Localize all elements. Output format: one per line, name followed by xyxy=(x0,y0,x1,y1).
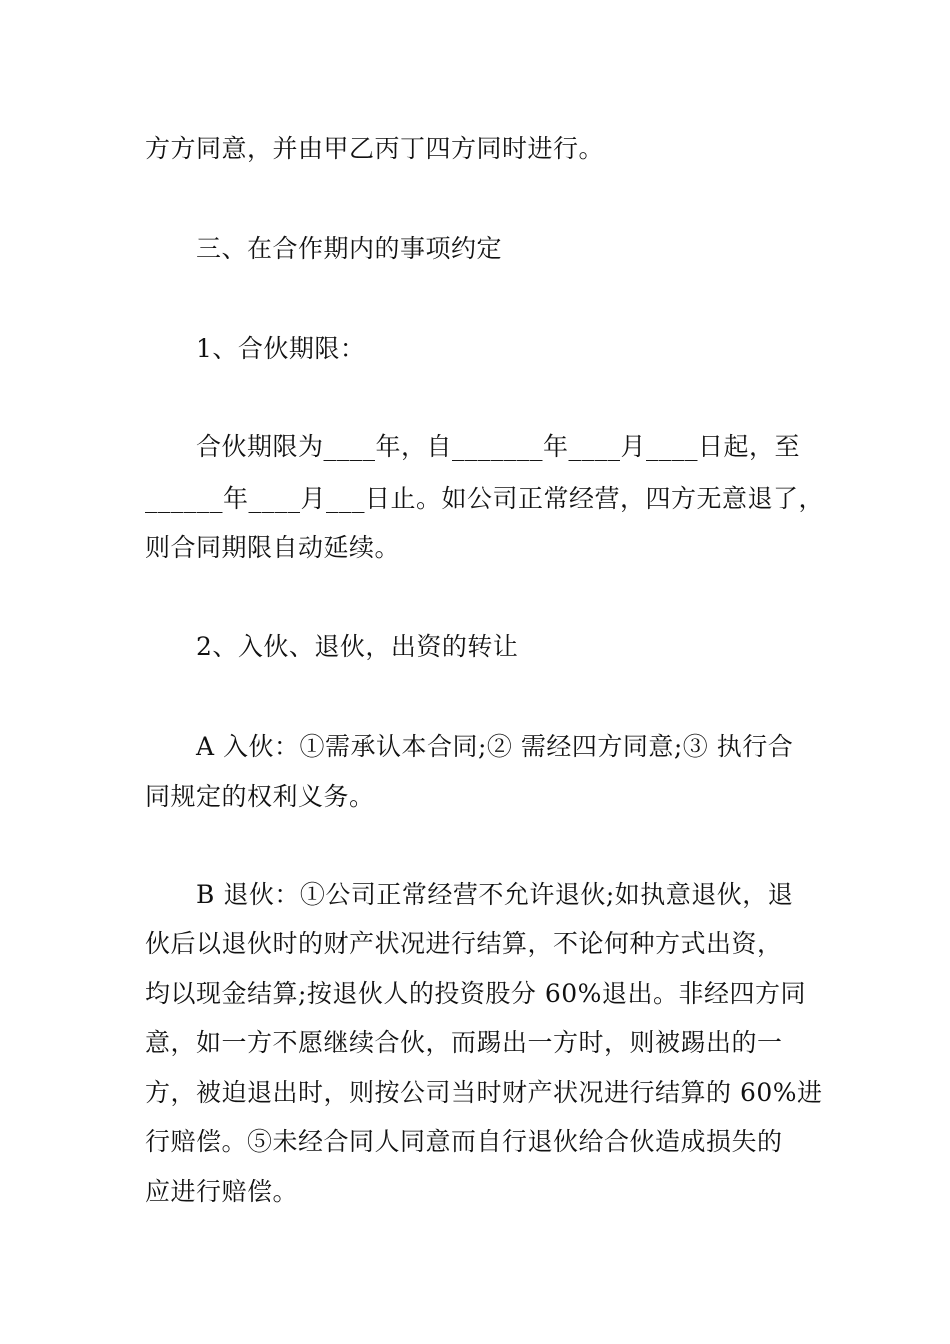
paragraph-line: 同规定的权利义务。 xyxy=(145,782,375,811)
paragraph-line: 伙后以退伙时的财产状况进行结算，不论何种方式出资， xyxy=(145,929,783,958)
paragraph-line: 方方同意，并由甲乙丙丁四方同时进行。 xyxy=(145,134,605,163)
paragraph-line: 应进行赔偿。 xyxy=(145,1177,299,1206)
subsection-heading: 1、合伙期限： xyxy=(196,334,366,363)
paragraph-line: B 退伙：①公司正常经营不允许退伙;如执意退伙，退 xyxy=(196,880,794,909)
paragraph-line: A 入伙：①需承认本合同;② 需经四方同意;③ 执行合 xyxy=(196,732,794,761)
paragraph-line: ______年____月___日止。如公司正常经营，四方无意退了， xyxy=(145,484,825,513)
paragraph-line: 合伙期限为____年，自_______年____月____日起，至 xyxy=(196,432,801,461)
subsection-heading: 2、入伙、退伙，出资的转让 xyxy=(196,632,519,661)
paragraph-line: 意，如一方不愿继续合伙，而踢出一方时，则被踢出的一 xyxy=(145,1028,783,1057)
paragraph-line: 行赔偿。⑤未经合同人同意而自行退伙给合伙造成损失的 xyxy=(145,1127,783,1156)
paragraph-line: 均以现金结算;按退伙人的投资股分 60%退出。非经四方同 xyxy=(145,979,806,1008)
section-heading: 三、在合作期内的事项约定 xyxy=(196,234,503,263)
paragraph-line: 则合同期限自动延续。 xyxy=(145,533,401,562)
paragraph-line: 方，被迫退出时，则按公司当时财产状况进行结算的 60%进 xyxy=(145,1078,823,1107)
